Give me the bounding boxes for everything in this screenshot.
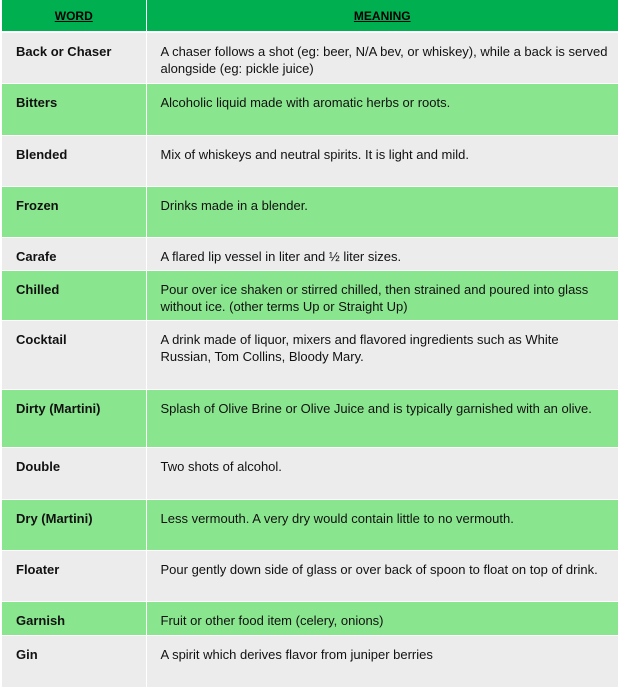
table-row (2, 32, 618, 83)
definition-cell: Alcoholic liquid made with aromatic herbs or roots. (146, 83, 618, 135)
definition-cell: A spirit which derives flavor from juniper berries (146, 635, 618, 687)
meaning-column-header: MEANING (146, 0, 618, 32)
definition-cell: Splash of Olive Brine or Olive Juice and is typically garnished with an olive. (146, 389, 618, 447)
term-cell: Cocktail (2, 320, 146, 389)
term-cell: Carafe (2, 237, 146, 270)
table-row (2, 499, 618, 550)
term-cell: Floater (2, 550, 146, 601)
term-cell: Gin (2, 635, 146, 687)
term-cell: Chilled (2, 270, 146, 320)
table-row (2, 389, 618, 447)
term-cell: Garnish (2, 601, 146, 635)
definition-cell: A chaser follows a shot (eg: beer, N/A bev, or whiskey), while a back is served alongside (eg: pickle juice) (146, 32, 618, 83)
term-cell: Dirty (Martini) (2, 389, 146, 447)
table-row (2, 237, 618, 270)
table-row (2, 635, 618, 687)
word-column-header: WORD (2, 0, 146, 32)
table-row (2, 601, 618, 635)
term-cell: Frozen (2, 186, 146, 237)
table-row (2, 270, 618, 320)
term-cell: Bitters (2, 83, 146, 135)
definition-cell: Pour gently down side of glass or over back of spoon to float on top of drink. (146, 550, 618, 601)
table-row (2, 550, 618, 601)
term-cell: Double (2, 447, 146, 499)
table-row (2, 447, 618, 499)
definition-cell: A drink made of liquor, mixers and flavored ingredients such as White Russian, Tom Collins, Bloody Mary. (146, 320, 618, 389)
table-row (2, 186, 618, 237)
definition-cell: Less vermouth. A very dry would contain little to no vermouth. (146, 499, 618, 550)
term-cell: Back or Chaser (2, 32, 146, 83)
term-cell: Dry (Martini) (2, 499, 146, 550)
header-row (2, 0, 618, 32)
table-row (2, 83, 618, 135)
definition-cell: Drinks made in a blender. (146, 186, 618, 237)
glossary-table (2, 0, 618, 688)
definition-cell: Pour over ice shaken or stirred chilled, then strained and poured into glass without ice. (other terms Up or Straight Up) (146, 270, 618, 320)
table-row (2, 135, 618, 186)
definition-cell: Mix of whiskeys and neutral spirits. It is light and mild. (146, 135, 618, 186)
term-cell: Blended (2, 135, 146, 186)
definition-cell: Two shots of alcohol. (146, 447, 618, 499)
table-row (2, 320, 618, 389)
definition-cell: A flared lip vessel in liter and ½ liter sizes. (146, 237, 618, 270)
definition-cell: Fruit or other food item (celery, onions) (146, 601, 618, 635)
